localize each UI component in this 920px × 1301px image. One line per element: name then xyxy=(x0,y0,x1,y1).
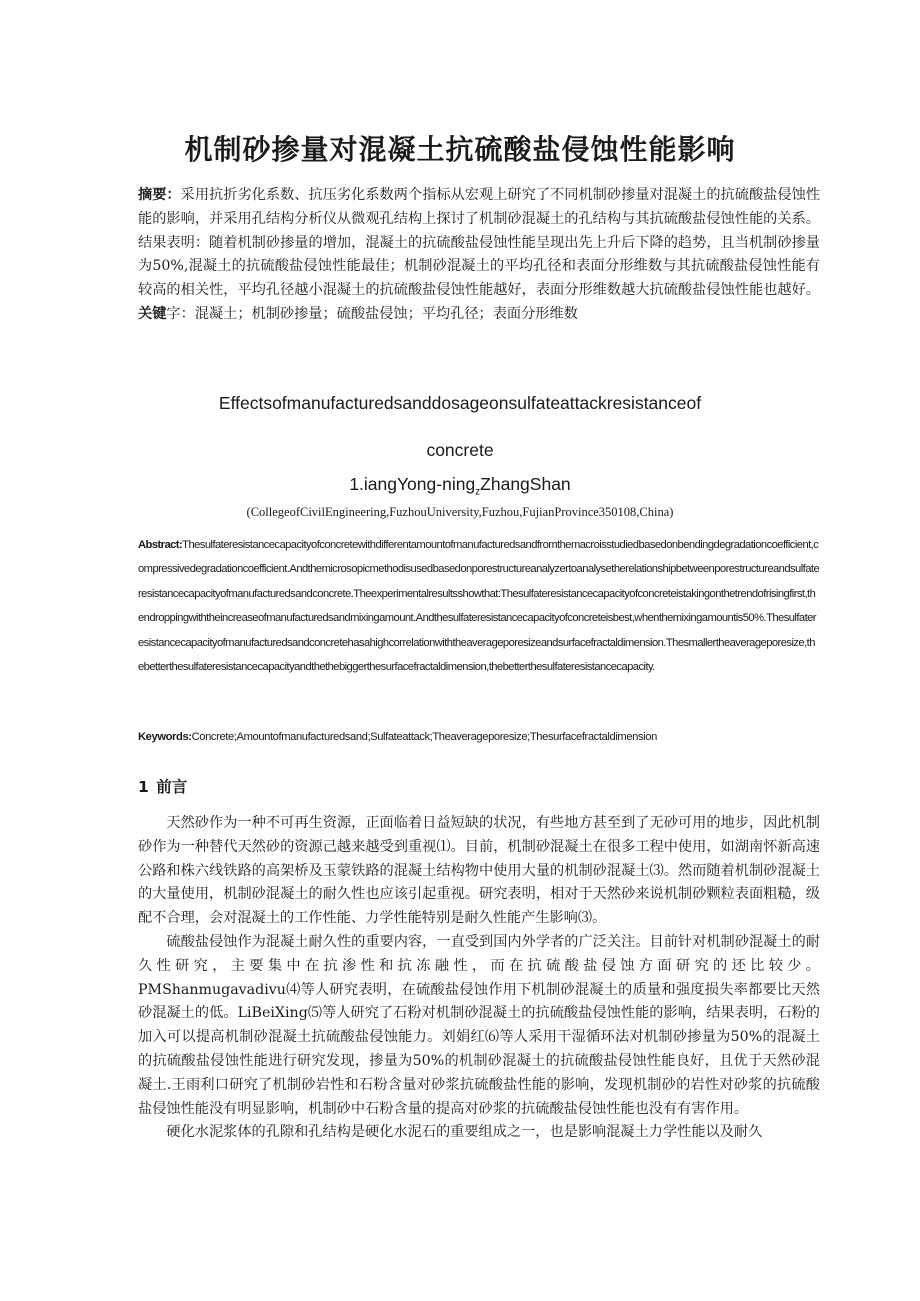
section-heading xyxy=(138,775,187,797)
keywords-en xyxy=(138,727,820,747)
section-body xyxy=(138,812,820,1145)
authors xyxy=(0,474,920,498)
abstract-en xyxy=(138,533,820,679)
keywords-zh-label-tail: 字： xyxy=(166,305,195,322)
paper-title-zh: 机制砂掺量对混凝土抗硫酸盐侵蚀性能影响 xyxy=(184,133,736,166)
abstract-en-text: Thesulfateresistancecapacityofconcretewithdifferentamountofmanufacturedsandfromthemacroisstudiedbasedonbendingdegradationcoefficient,compressivedegradationcoefficient.Andthemicrosopicmethodisusedbasedonporestructureanalyzertoanalysetherelationshipbetweenporestructureandsulfateresistancecapacityofmanufacturedsandconcrete.Theexperimentalresultsshowthat:Thesulfateresistancecapacityofconcreteistakingonthetrendofrisingfirst,thendroppingwiththeincreaseofmanufacturedsandmixingamount.Andthesulfateresistancecapacityofconcreteisbest,whenthemixingamountis50%.Thesulfateresistancecapacityofmanufacturedsandconcretehasahighcorrelationwiththeaverageporesizeandsurfacefractaldimension.Thesmallertheaverageporesize,thebetterthesulfateresistancecapacityandthethebiggerthesurfacefractaldimension,thebetterthesulfateresistancecapacity. xyxy=(138,539,820,674)
author-first: 1.iangYong-ning xyxy=(349,474,476,494)
keywords-en-text: Concrete;Amountofmanufacturedsand;Sulfateattack;Theaverageporesize;Thesurfacefractaldimension xyxy=(191,731,657,743)
body-paragraph: 天然砂作为一种不可再生资源，正面临着日益短缺的状况，有些地方甚至到了无砂可用的地步，因此机制砂作为一种替代天然砂的资源己越来越受到重视⑴。目前，机制砂混凝土在很多工程中使用，如湖南怀新高速公路和株六线铁路的高架桥及玉蒙铁路的混凝土结构物中使用大量的机制砂混凝土⑶。然而随着机制砂混凝土的大量使用，机制砂混凝土的耐久性也应该引起重视。研究表明，相对于天然砂来说机制砂颗粒表面粗糙，级配不合理，会对混凝土的工作性能、力学性能特别是耐久性能产生影响⑶。 xyxy=(138,815,820,927)
abstract-en-label: Abstract: xyxy=(138,539,183,551)
abstract-zh-text: 采用抗折劣化系数、抗压劣化系数两个指标从宏观上研究了不同机制砂掺量对混凝土的抗硫酸盐侵蚀性能的影响，并采用孔结构分析仪从微观孔结构上探讨了机制砂混凝土的孔结构与其抗硫酸盐侵蚀性能的关系。结果表明：随着机制砂掺量的增加，混凝土的抗硫酸盐侵蚀性能呈现出先上升后下降的趋势，且当机制砂掺量为50%,混凝土的抗硫酸盐侵蚀性能最佳；机制砂混凝土的平均孔径和表面分形维数与其抗硫酸盐侵蚀性能有较高的相关性，平均孔径越小混凝土的抗硫酸盐侵蚀性能越好，表面分形维数越大抗硫酸盐侵蚀性能也越好。 xyxy=(138,187,820,299)
keywords-zh-text: 混凝土；机制砂掺量；硫酸盐侵蚀；平均孔径；表面分形维数 xyxy=(194,305,578,322)
author-subscript: z xyxy=(475,486,481,498)
keywords-zh-label: 关键 xyxy=(138,305,167,322)
paper-title-en-line1: Effectsofmanufacturedsanddosageonsulfateattackresistanceof xyxy=(218,393,702,413)
affiliation: (CollegeofCivilEngineering,FuzhouUniversity,Fuzhou,FujianProvince350108,China) xyxy=(246,505,674,519)
abstract-zh-label: 摘要： xyxy=(138,187,181,203)
abstract-zh xyxy=(138,184,820,327)
keywords-en-label: Keywords: xyxy=(138,731,192,743)
author-second: ZhangShan xyxy=(480,474,571,494)
body-paragraph: 硫酸盐侵蚀作为混凝土耐久性的重要内容，一直受到国内外学者的广泛关注。目前针对机制砂混凝土的耐久性研究，主要集中在抗渗性和抗冻融性，而在抗硫酸盐侵蚀方面研究的还比较少。PMShanmugavadivu⑷等人研究表明，在硫酸盐侵蚀作用下机制砂混凝土的质量和强度损失率都要比天然砂混凝土的低。LiBeiXing⑸等人研究了石粉对机制砂混凝土的抗硫酸盐侵蚀性能的影响，结果表明，石粉的加入可以提高机制砂混凝土抗硫酸盐侵蚀能力。刘娟红⑹等人采用干湿循环法对机制砂掺量为50%的混凝土的抗硫酸盐侵蚀性能进行研究发现，掺量为50%的机制砂混凝土的抗硫酸盐侵蚀性能良好，且优于天然砂混凝土.王雨利口研究了机制砂岩性和石粉含量对砂浆抗硫酸盐性能的影响，发现机制砂的岩性对砂浆的抗硫酸盐侵蚀性能没有明显影响，机制砂中石粉含量的提高对砂浆的抗硫酸盐侵蚀性能也没有有害作用。 xyxy=(138,933,820,1117)
body-paragraph: 硬化水泥浆体的孔隙和孔结构是硬化水泥石的重要组成之一，也是影响混凝土力学性能以及耐久 xyxy=(166,1124,763,1141)
section-number: 1 xyxy=(138,778,149,796)
paper-title-en-line2: concrete xyxy=(426,440,494,460)
section-title: 前言 xyxy=(156,778,188,796)
